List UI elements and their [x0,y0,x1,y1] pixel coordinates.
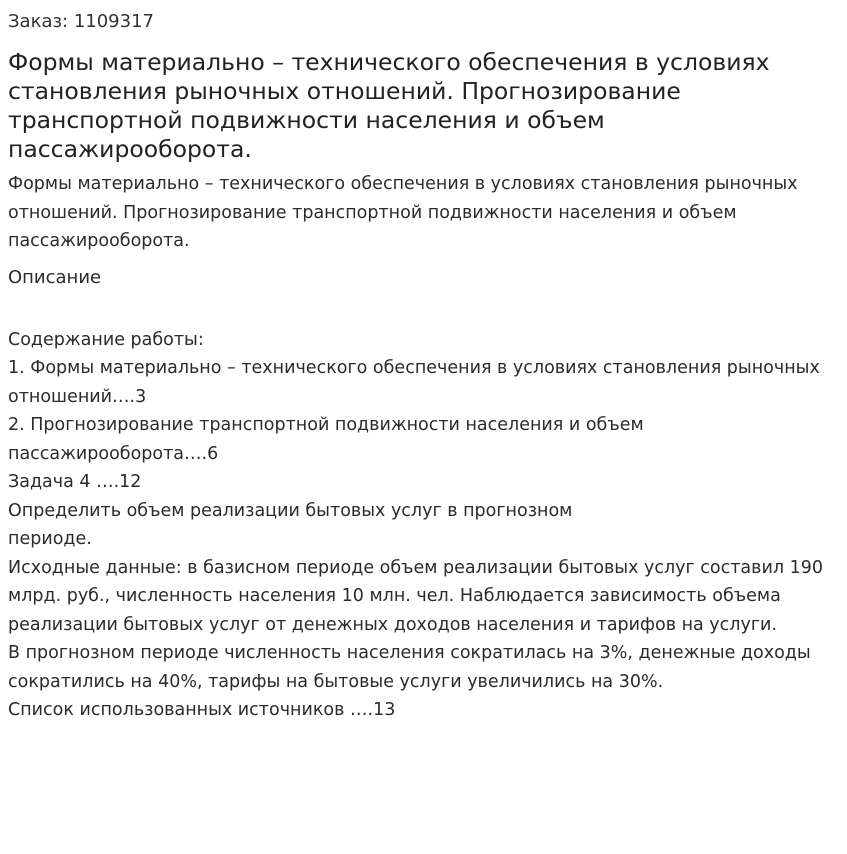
content-line: Список использованных источников ….13 [8,700,396,720]
page-title: Формы материально – технического обеспечения в условиях становления рыночных отношений. Прогнозирование транспортной подвижности населения и объем пассажирооборота. [8,48,770,163]
content-line: В прогнозном периоде численность населения сократилась на 3%, денежные доходы сократились на 40%, тарифы на бытовые услуги увеличились на 30%. [8,643,811,692]
description-content [8,326,839,725]
content-line: Исходные данные: в базисном периоде объем реализации бытовых услуг составил 190 млрд. руб., численность населения 10 млн. чел. Наблюдается зависимость объема реализации бытовых услуг от денежных доходов населения и тарифов на услуги. [8,557,823,635]
description-heading: Описание [8,266,102,288]
order-number: Заказ: 1109317 [8,11,154,32]
content-line: Задача 4 ….12 [8,472,142,492]
content-line: 2. Прогнозирование транспортной подвижности населения и объем пассажирооборота….6 [8,415,644,464]
content-line: Содержание работы: [8,329,204,350]
summary-text: Формы материально – технического обеспечения в условиях становления рыночных отношений. Прогнозирование транспортной подвижности населения и объем пассажирооборота. [8,174,798,251]
content-line: периоде. [8,529,92,549]
content-line: Определить объем реализации бытовых услуг в прогнозном [8,500,573,521]
content-line: 1. Формы материально – технического обеспечения в условиях становления рыночных отношений….3 [8,358,820,407]
